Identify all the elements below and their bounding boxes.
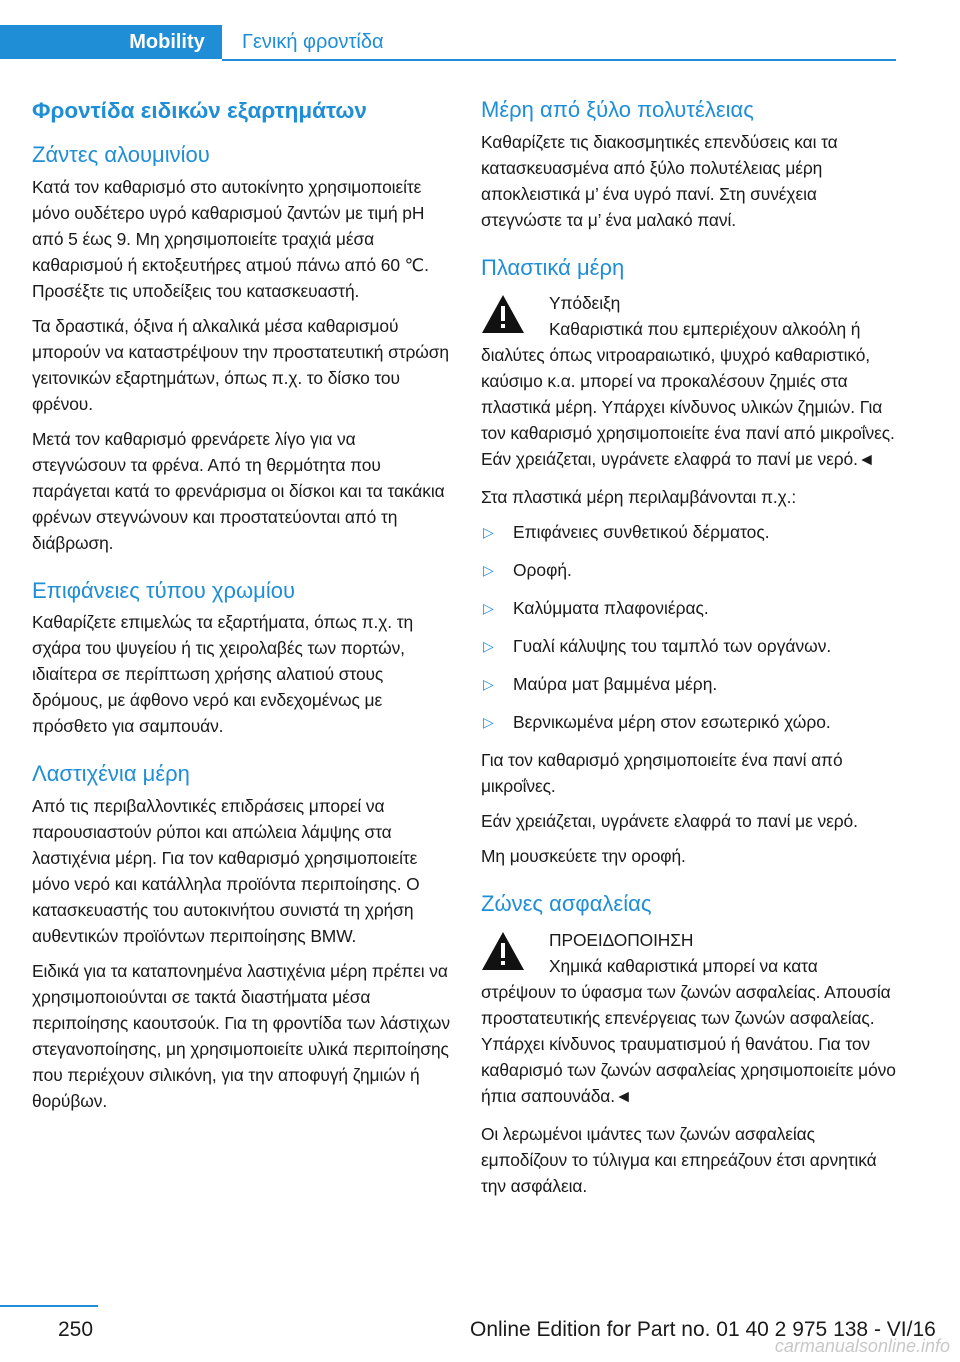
warning-label: ΠΡΟΕΙΔΟΠΟΙΗΣΗ [549, 929, 694, 950]
bullet-arrow-icon: ▷ [483, 676, 494, 693]
bullet-arrow-icon: ▷ [483, 714, 494, 731]
list-item: ▷ Βερνικωμένα μέρη στον εσωτερικό χώρο. [481, 709, 901, 735]
list-item: ▷ Καλύμματα πλαφονιέρας. [481, 595, 901, 621]
header-accent-bar [0, 25, 112, 59]
chapter-tab-mobility: Mobility [112, 25, 222, 59]
warning-triangle-icon [481, 294, 525, 334]
paragraph: Καθαρίζετε τις διακοσμητικές επενδύσεις και τα κατασκευασμένα από ξύλο πολυτέλειας μέρη αποκλειστικά μ’ ένα υγρό πανί. Στη συνέχεια στεγνώστε τα μ’ ένα μαλακό πανί. [481, 131, 838, 230]
paragraph: Από τις περιβαλλοντικές επιδράσεις μπορεί να παρουσιαστούν ρύποι και απώλεια λάμψης στα λαστιχένια μέρη. Για τον καθαρισμό χρησιμοποιείτε μόνο νερό και κατάλληλα προϊόντα περιποίησης. Ο κατασκευαστής του αυτοκινήτου συνιστά τη χρήση αυθεντικών προϊόντων περιποίησης BMW. [32, 796, 420, 947]
header-rule [222, 59, 896, 61]
list-item: ▷ Επιφάνειες συνθετικού δέρματος. [481, 519, 901, 545]
heading-fine-wood-parts: Μέρη από ξύλο πολυτέλειας [481, 97, 754, 122]
paragraph: Οι λερωμένοι ιμάντες των ζωνών ασφαλείας εμποδίζουν το τύλιγμα και επηρεάζουν έτσι αρνητικά την ασφάλεια. [481, 1123, 877, 1196]
notice-text-continued: διαλύτες όπως νιτροαραιωτικό, ψυχρό καθαριστικό, καύσιμο κ.α. μπορεί να προκαλέσουν ζημιές στα πλαστικά μέρη. Υπάρχει κίνδυνος υλικών ζημιών. Για τον καθαρισμό χρησιμοποιείτε ένα πανί από μικροΐνες. Εάν χρειάζεται, υγράνετε ελαφρά το πανί με νερό.◄ [481, 345, 895, 470]
heading-plastic-parts: Πλαστικά μέρη [481, 254, 625, 280]
paragraph: Εάν χρειάζεται, υγράνετε ελαφρά το πανί με νερό. [481, 811, 858, 832]
warning-triangle-icon [481, 931, 525, 971]
warning-text: Χημικά καθαριστικά μπορεί να κατα [549, 955, 818, 976]
heading-aluminium-wheels: Ζάντες αλουμινίου [32, 142, 210, 168]
list-item: ▷ Μαύρα ματ βαμμένα μέρη. [481, 671, 901, 697]
plastic-intro: Στα πλαστικά μέρη περιλαμβάνονται π.χ.: [481, 487, 797, 508]
warning-text-continued: στρέψουν το ύφασμα των ζωνών ασφαλείας. Απουσία προστατευτικής επενέργειας των ζωνών ασφαλείας. Υπάρχει κίνδυνος τραυματισμού ή θανάτου. Για τον καθαρισμό των ζωνών ασφαλείας χρησιμοποιείτε μόνο ήπια σαπουνάδα.◄ [481, 981, 896, 1106]
bullet-arrow-icon: ▷ [483, 562, 494, 579]
edition-note: Online Edition for Part no. 01 40 2 975 138 - VI/16 [470, 1318, 936, 1341]
plastic-parts-list [481, 519, 901, 735]
section-tab-general-care: Γενική φροντίδα [242, 31, 384, 53]
list-item: ▷ Οροφή. [481, 557, 901, 583]
heading-chrome-surfaces: Επιφάνειες τύπου χρωμίου [32, 577, 295, 603]
paragraph: Μη μουσκεύετε την οροφή. [481, 846, 686, 867]
paragraph: Για τον καθαρισμό χρησιμοποιείτε ένα πανί από μικροΐνες. [481, 750, 843, 797]
right-column [481, 96, 901, 1208]
left-column [32, 96, 452, 1123]
heading-seat-belts: Ζώνες ασφαλείας [481, 891, 652, 917]
notice-text: Καθαριστικά που εμπεριέχουν αλκοόλη ή [549, 319, 861, 340]
bullet-arrow-icon: ▷ [483, 600, 494, 617]
bullet-arrow-icon: ▷ [483, 638, 494, 655]
paragraph: Καθαρίζετε επιμελώς τα εξαρτήματα, όπως π.χ. τη σχάρα του ψυγείου ή τις χειρολαβές των πορτών, ιδιαίτερα σε περίπτωση χρήσης αλατιού στους δρόμους, με άφθονο νερό και ενδεχομένως με πρόσθετο για σαμπουάν. [32, 612, 414, 737]
watermark: carmanualsonline.info [774, 1336, 950, 1356]
paragraph: Ειδικά για τα καταπονημένα λαστιχένια μέρη πρέπει να χρησιμοποιούνται σε τακτά διαστήματα μέσα περιποίησης καουτσούκ. Για τη φροντίδα των λάστιχων στεγανοποίησης, μη χρησιμοποιείτε υλικά περιποίησης που περιέχουν σιλικόνη, για την αποφυγή ζημιών ή θορύβων. [32, 961, 451, 1112]
footer-rule [0, 1305, 98, 1307]
paragraph: Τα δραστικά, όξινα ή αλκαλικά μέσα καθαρισμού μπορούν να καταστρέψουν την προστατευτική στρώση γειτονικών εξαρτημάτων, όπως π.χ. το δίσκο του φρένου. [32, 315, 449, 414]
notice-label: Υπόδειξη [549, 293, 621, 314]
paragraph: Μετά τον καθαρισμό φρενάρετε λίγο για να στεγνώσουν τα φρένα. Από τη θερμότητα που παράγεται κατά το φρενάρισμα οι δίσκοι και τα τακάκια φρένων στεγνώνουν και προστατεύονται από τη διάβρωση. [32, 428, 445, 553]
notice-box [481, 290, 901, 472]
list-item: ▷ Γυαλί κάλυψης του ταμπλό των οργάνων. [481, 633, 901, 659]
heading-rubber-parts: Λαστιχένια μέρη [32, 761, 190, 787]
paragraph: Κατά τον καθαρισμό στο αυτοκίνητο χρησιμοποιείτε μόνο ουδέτερο υγρό καθαρισμού ζαντών με τιμή pH από 5 έως 9. Μη χρησιμοποιείτε τραχιά μέσα καθαρισμού ή εκτοξευτήρες ατμού πάνω από 60 ℃. Προσέξτε τις υποδείξεις του κατασκευαστή. [32, 176, 429, 301]
page-title: Φροντίδα ειδικών εξαρτημάτων [32, 98, 367, 123]
warning-box [481, 927, 901, 1109]
page-header [0, 0, 960, 60]
bullet-arrow-icon: ▷ [483, 524, 494, 541]
page-number: 250 [58, 1318, 94, 1341]
